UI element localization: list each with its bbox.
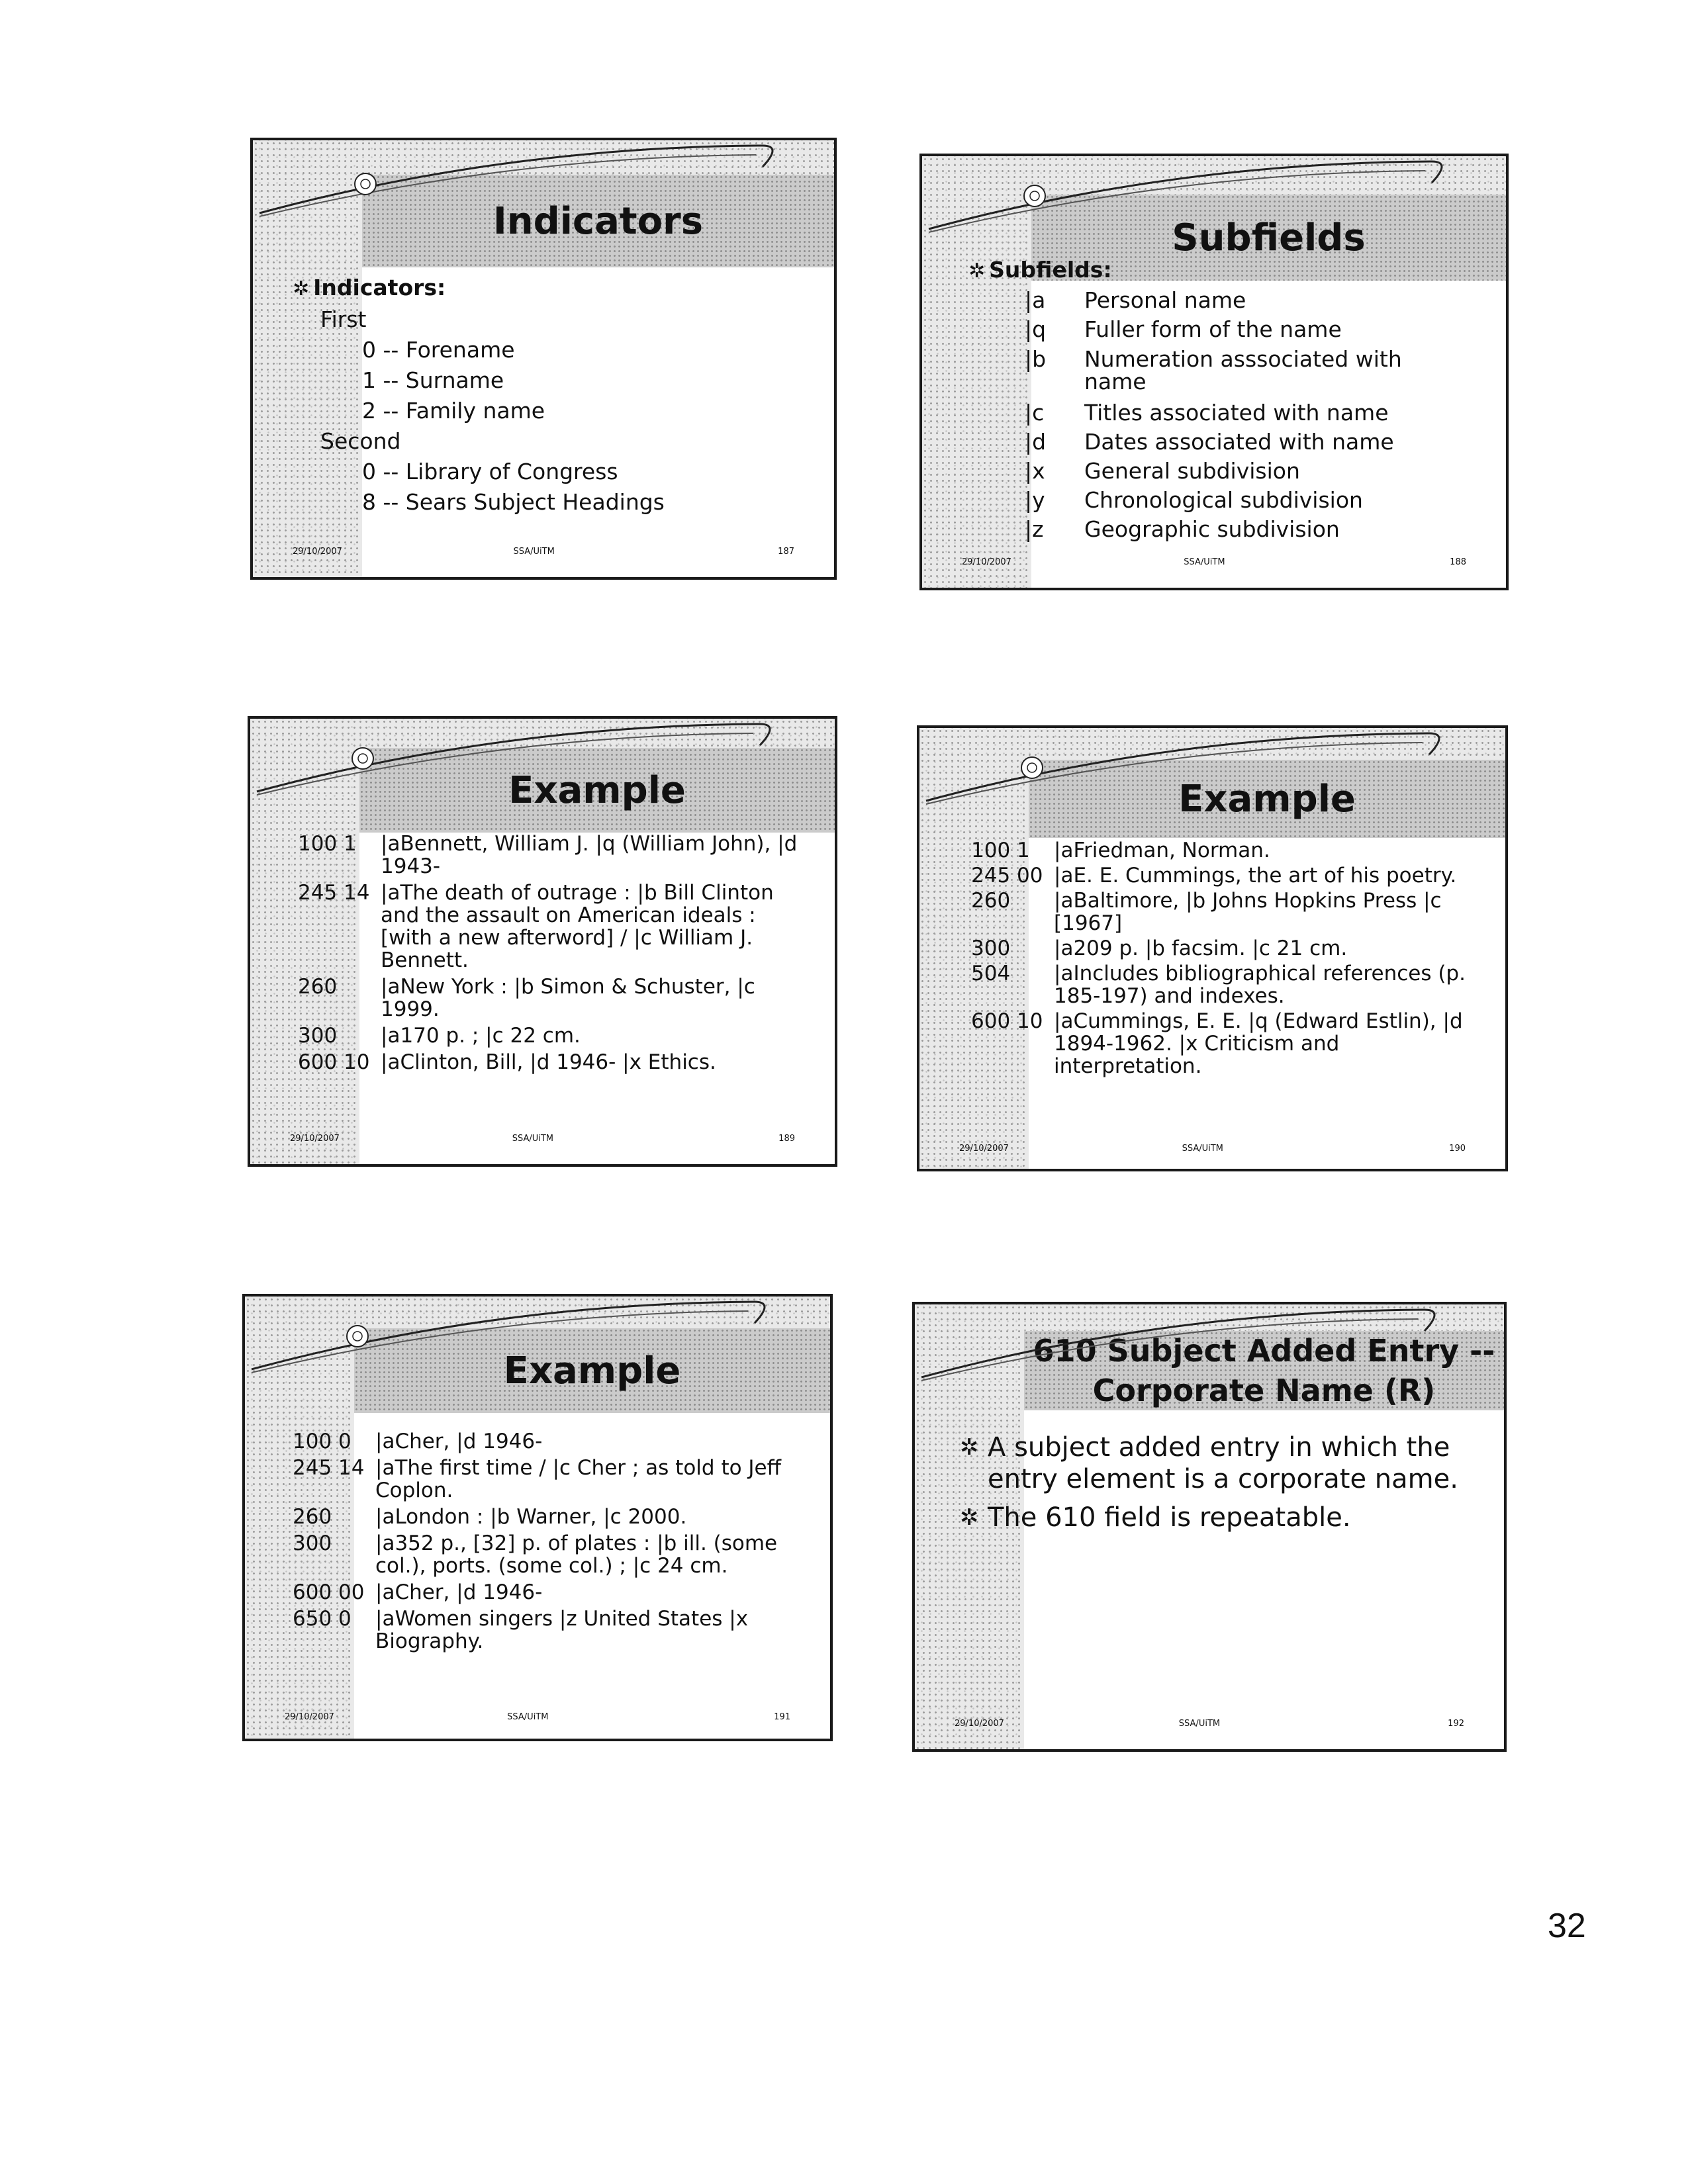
subfield-code: |a [1025,287,1046,313]
heading-text: Indicators: [313,275,446,300]
subfield-code: |y [1025,487,1045,513]
marc-value: |aCummings, E. E. |q (Edward Estlin), |d 1894-1962. |x Criticism and interpretation. [1054,1009,1463,1078]
slide-indicators [250,138,837,580]
marc-tag: 245 14 [298,881,370,905]
slide-content [971,839,1485,1077]
marc-record-line [293,1608,784,1653]
subfield-row [968,486,1486,515]
marc-value: |aBennett, William J. |q (William John), |d 1943- [381,832,798,878]
marc-record-line [293,1581,784,1604]
slide-title: Example [1178,777,1356,821]
subfield-row [968,398,1486,428]
footer-org: SSA/UiTM [513,547,555,557]
subfield-description: Numeration asssociated with name [1084,346,1402,394]
heading-line [968,255,1486,286]
slide-title: Example [508,768,686,812]
slide-footer [285,1712,790,1728]
marc-value: |aThe death of outrage : |b Bill Clinton and the assault on American ideals : [with a new afterword] / |c William J. Bennett. [381,881,774,972]
slide-title: Example [503,1349,681,1392]
slide-example-bennett [248,716,837,1167]
subfield-code: |d [1025,429,1047,455]
marc-tag: 504 [971,962,1011,985]
heading-text: Subfields: [989,257,1112,283]
subfield-description: Dates associated with name [1084,429,1394,455]
first-label: First [320,306,367,332]
marc-value: |aBaltimore, |b Johns Hopkins Press |c [1967] [1054,889,1442,935]
marc-record-line [971,864,1485,887]
marc-value: |aCher, |d 1946- [375,1430,543,1453]
slide-footer [962,557,1466,573]
marc-value: |aNew York : |b Simon & Schuster, |c 1999. [381,975,755,1021]
page-number: 32 [1548,1907,1586,1945]
slide-title: Indicators [492,199,704,243]
marc-record-line [298,833,808,878]
footer-org: SSA/UiTM [507,1712,549,1722]
subfield-description: Titles associated with name [1084,400,1389,426]
marc-record-line [971,962,1485,1007]
marc-tag: 100 0 [293,1430,352,1453]
marc-record-line [298,1051,808,1073]
subfield-row [968,515,1486,544]
marc-tag: 260 [298,975,338,999]
footer-org: SSA/UiTM [512,1134,554,1144]
subfield-description: General subdivision [1084,458,1300,484]
marc-value: |aCher, |d 1946- [375,1580,543,1604]
subfield-code: |c [1025,400,1045,426]
marc-record-line [971,839,1485,862]
slide-content [293,273,814,518]
bullet-text: The 610 field is repeatable. [988,1502,1351,1533]
slide-example-cher [242,1294,833,1741]
marc-record-line [293,1430,784,1453]
footer-org: SSA/UiTM [1184,557,1225,567]
list-item: 8 -- Sears Subject Headings [362,489,665,515]
subfield-description: Geographic subdivision [1084,516,1340,542]
marc-record-line [971,889,1485,934]
marc-value: |aE. E. Cummings, the art of his poetry. [1054,864,1457,887]
marc-value: |aWomen singers |z United States |x Biography. [375,1607,749,1653]
heading-line [293,273,814,304]
subfield-row [968,348,1486,393]
subfield-code: |b [1025,346,1047,372]
marc-tag: 260 [293,1505,332,1529]
marc-value: |aThe first time / |c Cher ; as told to Jeff Coplon. [375,1456,781,1502]
footer-slide-number: 188 [1450,557,1466,567]
bullet-item [960,1432,1477,1495]
subfield-description: Personal name [1084,287,1246,313]
marc-value: |aClinton, Bill, |d 1946- |x Ethics. [381,1050,716,1074]
footer-slide-number: 191 [774,1712,790,1722]
list-item: 0 -- Library of Congress [362,459,618,484]
marc-record-line [298,1024,808,1047]
slide-content [298,833,808,1073]
slide-content [960,1432,1477,1540]
list-item: 1 -- Surname [362,367,504,393]
second-label: Second [320,428,401,454]
subfield-row [968,457,1486,486]
slide-example-friedman [917,725,1508,1171]
subfield-row [968,315,1486,344]
swoosh-graphic [253,140,834,273]
marc-tag: 260 [971,889,1011,913]
footer-org: SSA/UiTM [1178,1719,1221,1729]
subfield-description: Fuller form of the name [1084,316,1342,342]
subfield-code: |x [1025,458,1045,484]
slide-footer [959,1144,1466,1160]
swoosh-graphic [915,1304,1504,1437]
slide-title-line-2: Corporate Name (R) [1092,1373,1436,1408]
marc-record-line [293,1457,784,1502]
footer-slide-number: 187 [778,547,794,557]
swoosh-graphic [245,1297,830,1429]
slide-footer [290,1134,795,1150]
marc-value: |aFriedman, Norman. [1054,839,1270,862]
flower-bullet-icon: ✲ [960,1434,979,1461]
footer-date: 29/10/2007 [290,1134,340,1144]
marc-value: |aLondon : |b Warner, |c 2000. [375,1505,687,1529]
marc-tag: 300 [298,1024,338,1048]
slide-footer [955,1719,1464,1735]
subfield-code: |q [1025,316,1047,342]
bullet-text: A subject added entry in which the entry element is a corporate name. [988,1432,1458,1494]
footer-date: 29/10/2007 [285,1712,334,1722]
list-item: 0 -- Forename [362,337,515,363]
marc-tag: 245 14 [293,1456,365,1480]
marc-tag: 600 10 [971,1009,1043,1033]
marc-record-line [298,976,808,1021]
marc-tag: 600 00 [293,1580,365,1604]
subfield-description: Chronological subdivision [1084,487,1363,513]
flower-bullet-icon: ✲ [293,277,310,300]
subfield-row [968,286,1486,315]
marc-value: |a352 p., [32] p. of plates : |b ill. (some col.), ports. (some col.) ; |c 24 cm. [375,1531,778,1578]
footer-date: 29/10/2007 [959,1144,1009,1154]
marc-value: |aIncludes bibliographical references (p. 185-197) and indexes. [1054,962,1466,1008]
footer-slide-number: 192 [1448,1719,1464,1729]
slide-subfields [919,154,1509,590]
footer-org: SSA/UiTM [1182,1144,1223,1154]
marc-tag: 650 0 [293,1607,352,1631]
footer-date: 29/10/2007 [962,557,1011,567]
marc-record-line [298,882,808,972]
marc-tag: 100 1 [971,839,1030,862]
footer-date: 29/10/2007 [293,547,342,557]
subfield-code: |z [1025,516,1044,542]
marc-record-line [293,1532,784,1577]
list-item: 2 -- Family name [362,398,545,424]
footer-slide-number: 189 [778,1134,795,1144]
marc-record-line [293,1506,784,1528]
bullet-item [960,1502,1477,1533]
slide-610-corporate-name [912,1302,1507,1752]
flower-bullet-icon: ✲ [968,259,986,283]
marc-value: |a170 p. ; |c 22 cm. [381,1024,581,1048]
footer-date: 29/10/2007 [955,1719,1004,1729]
slide-title-line-1: 610 Subject Added Entry -- [1033,1333,1495,1369]
marc-value: |a209 p. |b facsim. |c 21 cm. [1054,936,1348,960]
swoosh-graphic [250,719,835,851]
subfield-row [968,428,1486,457]
marc-record-line [971,1010,1485,1077]
slide-title: Subfields [1172,216,1366,259]
marc-tag: 300 [971,936,1011,960]
footer-slide-number: 190 [1449,1144,1466,1154]
marc-tag: 600 10 [298,1050,370,1074]
marc-tag: 245 00 [971,864,1043,887]
slide-content [968,255,1486,544]
marc-record-line [971,937,1485,960]
slide-footer [293,547,794,563]
marc-tag: 300 [293,1531,332,1555]
slide-content [293,1430,784,1653]
flower-bullet-icon: ✲ [960,1504,979,1531]
marc-tag: 100 1 [298,832,357,856]
